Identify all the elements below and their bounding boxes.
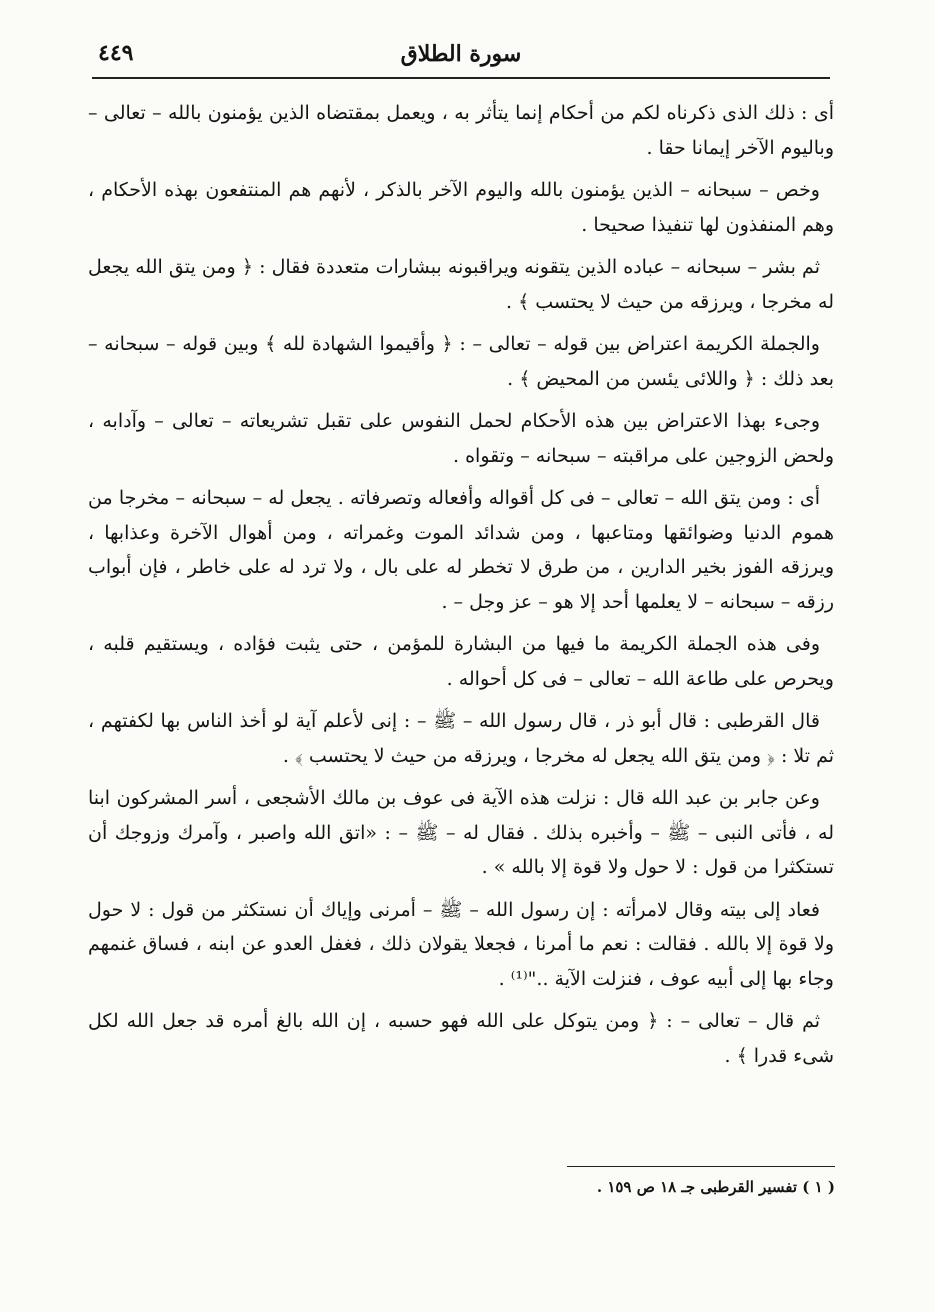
paragraph: وجىء بهذا الاعتراض بين هذه الأحكام لحمل النفوس على تقبل تشريعاته – تعالى – وآدابه ، ولحض الزوجين على مراقبته – سبحانه – وتقواه . [88, 410, 834, 467]
paragraph: فعاد إلى بيته وقال لامرأته : إن رسول الله – ﷺ – أمرنى وإياك أن نستكثر من قول : لا حول ولا قوة إلا بالله . فقالت : نعم ما أمرنا ، فجعلا يقولان ذلك ، فغفل العدو عن ابنه ، فساق غنمهم وجاء بها إلى أبيه عوف ، فنزلت الآية .."⁽¹⁾ . [88, 898, 834, 990]
paragraph: وعن جابر بن عبد الله قال : نزلت هذه الآية فى عوف بن مالك الأشجعى ، أسر المشركون ابنا له ، فأتى النبى – ﷺ – وأخبره بذلك . فقال له – ﷺ – : «اتق الله واصبر ، وآمرك وزوجك أن تستكثرا من قول : لا حول ولا قوة إلا بالله » . [88, 787, 834, 878]
header-rule [92, 77, 830, 79]
paragraph: ثم قال – تعالى – : ﴿ ومن يتوكل على الله فهو حسبه ، إن الله بالغ أمره قد جعل الله لكل شىء قدرا ﴾ . [88, 1010, 834, 1067]
footnote: ( ١ ) تفسير القرطبى جـ ١٨ ص ١٥٩ . [596, 1178, 835, 1196]
paragraph: وخص – سبحانه – الذين يؤمنون بالله واليوم الآخر بالذكر ، لأنهم هم المنتفعون بهذه الأحكام ، وهم المنفذون لها تنفيذا صحيحا . [88, 179, 834, 236]
paragraph: ثم بشر – سبحانه – عباده الذين يتقونه ويراقبونه ببشارات متعددة فقال : ﴿ ومن يتق الله يجعل له مخرجا ، ويرزقه من حيث لا يحتسب ﴾ . [88, 256, 834, 313]
paragraph: قال القرطبى : قال أبو ذر ، قال رسول الله – ﷺ – : إنى لأعلم آية لو أخذ الناس بها لكفتهم ، ثم تلا : ﴿ ومن يتق الله يجعل له مخرجا ، ويرزقه من حيث لا يحتسب ﴾ . [88, 710, 834, 767]
footnote-rule [567, 1166, 835, 1167]
paragraph: وفى هذه الجملة الكريمة ما فيها من البشارة للمؤمن ، حتى يثبت فؤاده ، ويستقيم قلبه ، ويحرص على طاعة الله – تعالى – فى كل أحواله . [88, 633, 834, 690]
page-body [88, 96, 834, 1081]
page-number: ٤٤٩ [98, 40, 134, 66]
page-header [92, 34, 830, 74]
paragraph: والجملة الكريمة اعتراض بين قوله – تعالى – : ﴿ وأقيموا الشهادة لله ﴾ وبين قوله – سبحانه – بعد ذلك : ﴿ واللائى يئسن من المحيض ﴾ . [88, 333, 834, 390]
paragraph: أى : ومن يتق الله – تعالى – فى كل أقواله وأفعاله وتصرفاته . يجعل له – سبحانه – مخرجا من هموم الدنيا وضوائقها ومتاعبها ، ومن شدائد الموت وغمراته ، ومن أهوال الآخرة وعذابها ، ويرزقه الفوز بخير الدارين ، من طرق لا تخطر له على بال ، ولا ترد له على خاطر ، فإن أبواب رزقه – سبحانه – لا يعلمها أحد إلا هو – عز وجل – . [88, 487, 834, 613]
page-title: سورة الطلاق [400, 41, 522, 67]
paragraph: أى : ذلك الذى ذكرناه لكم من أحكام إنما يتأثر به ، ويعمل بمقتضاه الذين يؤمنون بالله – تعالى – وباليوم الآخر إيمانا حقا . [88, 102, 834, 159]
